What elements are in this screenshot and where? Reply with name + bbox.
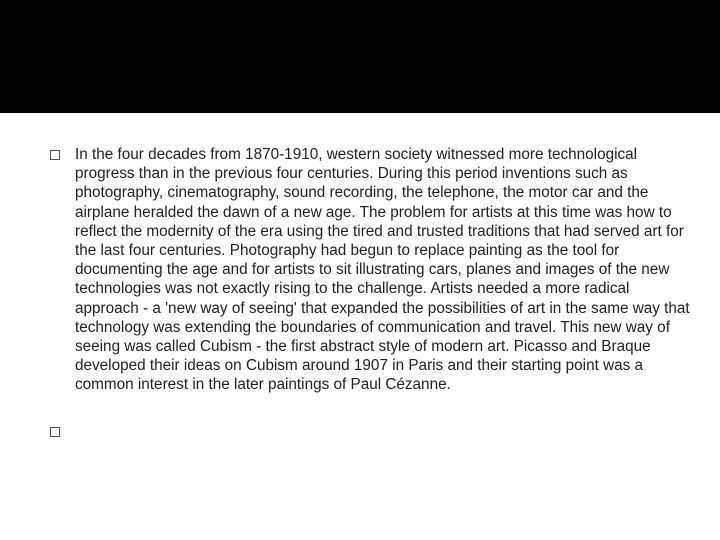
slide-content xyxy=(50,145,690,442)
bullet-item xyxy=(50,145,690,395)
bullet-text: In the four decades from 1870-1910, western society witnessed more technological progress than in the previous four centuries. During this period inventions such as photography, cinematography, sound recording, the telephone, the motor car and the airplane heralded the dawn of a new age. The problem for artists at this time was how to reflect the modernity of the era using the tired and trusted traditions that had served art for the last four centuries. Photography had begun to replace painting as the tool for documenting the age and for artists to sit illustrating cars, planes and images of the new technologies was not exactly rising to the challenge. Artists needed a more radical approach - a 'new way of seeing' that expanded the possibilities of art in the same way that technology was extending the boundaries of communication and travel. This new way of seeing was called Cubism - the first abstract style of modern art. Picasso and Braque developed their ideas on Cubism around 1907 in Paris and their starting point was a common interest in the later paintings of Paul Cézanne. xyxy=(75,146,690,394)
bullet-square-icon xyxy=(50,150,60,160)
bullet-square-icon xyxy=(50,427,60,437)
bullet-item-empty xyxy=(50,422,690,442)
title-band xyxy=(0,0,720,113)
